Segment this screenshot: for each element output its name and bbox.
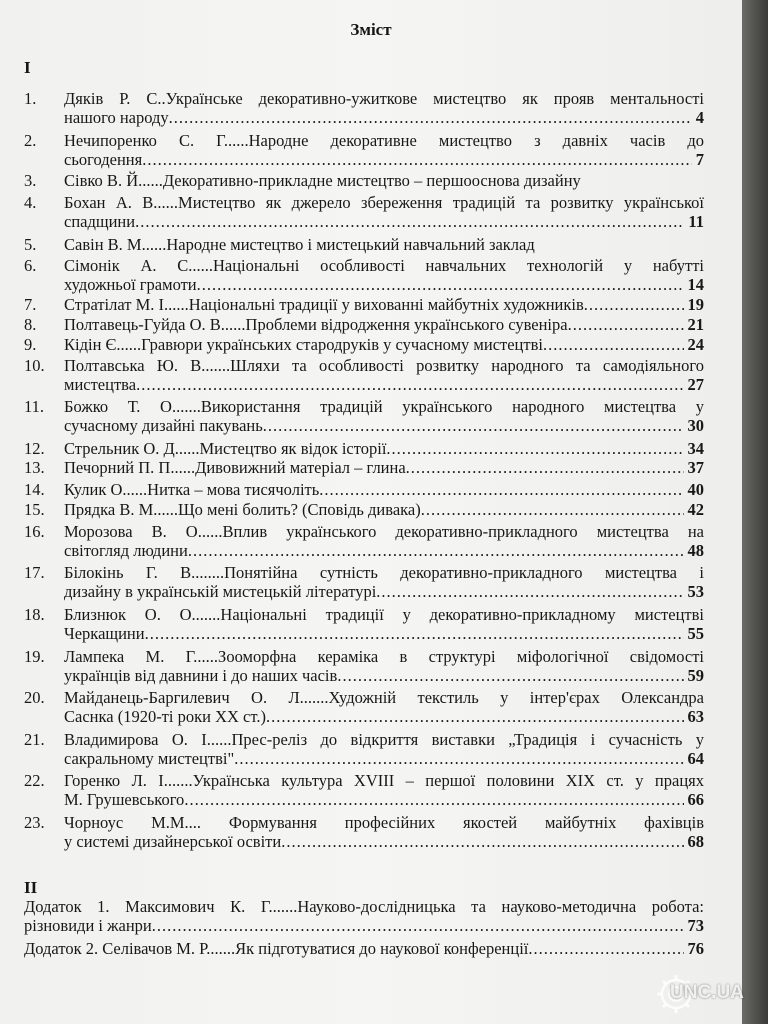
entry-author-title: Білокінь Г. В........Понятійна сутність декоративно-прикладного мистецтва і: [64, 564, 704, 582]
entry-line: [24, 940, 704, 958]
dot-leader: [145, 625, 684, 643]
book-spine: [742, 0, 768, 1024]
page-number: 63: [687, 707, 704, 726]
dot-leader: [421, 501, 684, 519]
entry-number: 21.: [24, 730, 45, 749]
page-number: 11: [688, 212, 704, 231]
page-number: 30: [687, 416, 704, 435]
entry-text: [64, 689, 704, 726]
entry-title-continued: мистецтва: [64, 375, 137, 394]
entry-title-continued: нашого народу: [64, 108, 169, 127]
entry-number: 22.: [24, 771, 45, 790]
page-number: 55: [687, 624, 704, 643]
entry-title-continued: сьогодення: [64, 150, 143, 169]
entry-author-title: Чорноус М.М.... Формування професійних якостей майбутніх фахівців: [64, 814, 704, 832]
page-number: 4: [695, 108, 704, 127]
entry-continuation: [64, 625, 704, 643]
entry-number: 2.: [24, 131, 37, 150]
dot-leader: [188, 542, 684, 560]
entry-continuation: [64, 542, 704, 560]
entry-line: [64, 501, 704, 519]
entry-title-continued: Саснка (1920-ті роки ХХ ст.): [64, 707, 266, 726]
entry-continuation: [64, 667, 704, 685]
page-number: 21: [687, 315, 704, 334]
entry-author-title: Полтавська Ю. В.......Шляхи та особливості розвитку народного та самодіяльного: [64, 357, 704, 375]
page-number: 27: [687, 375, 704, 394]
entry-text: [64, 523, 704, 560]
entry-author-title: Майданець-Баргилевич О. Л.......Художній текстиль у інтер'єрах Олександра: [64, 689, 704, 707]
entry-text: [64, 731, 704, 768]
entry-line: [64, 440, 704, 458]
entry-line: [64, 459, 704, 477]
entry-continuation: [64, 417, 704, 435]
dot-leader: [543, 336, 684, 354]
entry-number: 11.: [24, 397, 45, 416]
page-number: 68: [687, 832, 704, 851]
dot-leader: [376, 583, 683, 601]
dot-leader: [337, 667, 683, 685]
entry-author-title: Полтавець-Гуйда О. В......Проблеми відродження українського сувеніра: [64, 315, 568, 334]
dot-leader: [319, 481, 683, 499]
entry-number: 1.: [24, 89, 37, 108]
entry-author-title: Прядка В. М......Що мені болить? (Сповідь дивака): [64, 500, 421, 519]
entry-author-title: Стратілат М. І......Національні традиції у вихованні майбутніх художників: [64, 295, 584, 314]
entry-author-title: Лампека М. Г......Зооморфна кераміка в структурі міфологічної свідомості: [64, 648, 704, 666]
dot-leader: [266, 708, 684, 726]
entry-author-title: Бохан А. В......Мистецтво як джерело збереження традицій та розвитку української: [64, 194, 704, 212]
page-number: 19: [687, 295, 704, 314]
entry-line: [64, 236, 704, 254]
dot-leader: [135, 213, 684, 231]
dot-leader: [152, 917, 684, 935]
entry-author-title: Владимирова О. І......Прес-реліз до відкриття виставки „Традиція і сучасність у: [64, 731, 704, 749]
entry-title-continued: світогляд людини: [64, 541, 188, 560]
entry-line: [64, 172, 704, 190]
dot-leader: [234, 750, 683, 768]
watermark-text: UNC.UA: [670, 982, 744, 1003]
entry-number: 14.: [24, 480, 45, 499]
entry-text: [64, 481, 704, 499]
page-number: 59: [687, 666, 704, 685]
entry-author-title: Печорний П. П......Дивовижний матеріал – глина: [64, 458, 406, 477]
entry-number: 5.: [24, 235, 37, 254]
entry-number: 18.: [24, 605, 45, 624]
dot-leader: [281, 833, 683, 851]
entry-number: 8.: [24, 315, 37, 334]
entry-author-title: Горенко Л. І.......Українська культура XVIII – першої половини XIX ст. у працях: [64, 772, 704, 790]
entry-number: 15.: [24, 500, 45, 519]
entry-number: 23.: [24, 813, 45, 832]
dot-leader: [584, 296, 684, 314]
entry-author-title: Близнюк О. О.......Національні традиції у декоративно-прикладному мистецтві: [64, 606, 704, 624]
entry-continuation: [64, 583, 704, 601]
entry-author-title: Сівко В. Й......Декоративно-прикладне мистецтво – першооснова дизайну: [64, 171, 581, 190]
section-heading-i: I: [24, 58, 31, 77]
entry-text: [64, 316, 704, 334]
entry-text: [64, 257, 704, 294]
entry-text: [24, 898, 704, 935]
entry-author-title: Стрельник О. Д......Мистецтво як відок історії: [64, 439, 387, 458]
dot-leader: [263, 417, 684, 435]
entry-number: 9.: [24, 335, 37, 354]
entry-text: [64, 132, 704, 169]
entry-author-title: Дяків Р. С..Українське декоративно-ужиткове мистецтво як прояв ментальності: [64, 90, 704, 108]
entry-text: [64, 357, 704, 394]
page-number: 48: [687, 541, 704, 560]
entry-number: 6.: [24, 256, 37, 275]
page-number: 7: [695, 150, 704, 169]
entry-title-continued: художньої грамоти: [64, 275, 197, 294]
entry-continuation: [64, 708, 704, 726]
page-number: 76: [687, 939, 704, 958]
entry-number: 12.: [24, 439, 45, 458]
entry-continuation: [64, 276, 704, 294]
entry-continuation: [64, 213, 704, 231]
dot-leader: [184, 791, 683, 809]
section-heading-ii: II: [24, 878, 38, 897]
entry-line: [64, 336, 704, 354]
entry-author-title: Кідін Є......Гравюри українських стародруків у сучасному мистецтві: [64, 335, 543, 354]
entry-number: 3.: [24, 171, 37, 190]
entry-title-continued: у системі дизайнерської освіти: [64, 832, 282, 851]
entry-number: 20.: [24, 688, 45, 707]
page-number: 42: [687, 500, 704, 519]
entry-text: [64, 336, 704, 354]
entry-author-title: Кулик О......Нитка – мова тисячоліть: [64, 480, 320, 499]
page-number: 24: [687, 335, 704, 354]
page-number: 40: [687, 480, 704, 499]
page-number: 14: [687, 275, 704, 294]
dot-leader: [197, 276, 684, 294]
entry-author-title: Сімонік А. С......Національні особливості навчальних технологій у набутті: [64, 257, 704, 275]
entry-title-continued: різновиди і жанри: [24, 916, 152, 935]
dot-leader: [169, 109, 692, 127]
entry-author-title: Божко Т. О.......Використання традицій українського народного мистецтва у: [64, 398, 704, 416]
page-title: Зміст: [350, 20, 392, 39]
entry-text: [64, 90, 704, 127]
entry-continuation: [64, 791, 704, 809]
dot-leader: [142, 151, 692, 169]
page-number: 73: [687, 916, 704, 935]
entry-line: [64, 481, 704, 499]
dot-leader: [568, 316, 684, 334]
page-number: 53: [687, 582, 704, 601]
entry-number: 17.: [24, 563, 45, 582]
entry-continuation: [64, 109, 704, 127]
page-number: 66: [687, 790, 704, 809]
entry-title-continued: дизайну в українській мистецькій літературі: [64, 582, 377, 601]
entry-author-title: Морозова В. О......Вплив українського декоративно-прикладного мистецтва на: [64, 523, 704, 541]
entry-number: 13.: [24, 458, 45, 477]
entry-text: [64, 814, 704, 851]
entry-title-continued: спадщини: [64, 212, 136, 231]
entry-number: 7.: [24, 295, 37, 314]
entry-text: [64, 172, 704, 190]
entry-text: [64, 648, 704, 685]
entry-continuation: [24, 917, 704, 935]
dot-leader: [528, 940, 683, 958]
entry-number: 4.: [24, 193, 37, 212]
entry-text: [64, 772, 704, 809]
entry-title-continued: сучасному дизайні пакувань: [64, 416, 263, 435]
entry-text: [64, 296, 704, 314]
entry-continuation: [64, 376, 704, 394]
entry-text: [64, 564, 704, 601]
entry-title-continued: М. Грушевського: [64, 790, 185, 809]
entry-title-continued: українців від давнини і до наших часів: [64, 666, 338, 685]
entry-number: 19.: [24, 647, 45, 666]
entry-text: [64, 606, 704, 643]
entry-text: [64, 440, 704, 458]
page-number: 64: [687, 749, 704, 768]
entry-line: [64, 316, 704, 334]
page-number: 37: [687, 458, 704, 477]
entry-title-continued: Черкащини: [64, 624, 145, 643]
dot-leader: [386, 440, 683, 458]
entry-continuation: [64, 750, 704, 768]
entry-author-title: Додаток 2. Селівачов М. Р.......Як підготуватися до наукової конференції: [24, 939, 529, 958]
entry-number: 16.: [24, 522, 45, 541]
entry-continuation: [64, 833, 704, 851]
entry-text: [64, 459, 704, 477]
entry-text: [64, 236, 704, 254]
entry-author-title: Нечипоренко С. Г......Народне декоративне мистецтво з давніх часів до: [64, 132, 704, 150]
entry-continuation: [64, 151, 704, 169]
entry-number: 10.: [24, 356, 45, 375]
entry-author-title: Савін В. М......Народне мистецтво і мистецький навчальний заклад: [64, 235, 535, 254]
dot-leader: [136, 376, 683, 394]
entry-text: [24, 940, 704, 958]
entry-author-title: Додаток 1. Максимович К. Г.......Науково-дослідницька та науково-методична робота:: [24, 898, 704, 916]
entry-text: [64, 398, 704, 435]
entry-line: [64, 296, 704, 314]
entry-text: [64, 194, 704, 231]
entry-title-continued: сакральному мистецтві": [64, 749, 235, 768]
dot-leader: [406, 459, 684, 477]
entry-text: [64, 501, 704, 519]
page-number: 34: [687, 439, 704, 458]
